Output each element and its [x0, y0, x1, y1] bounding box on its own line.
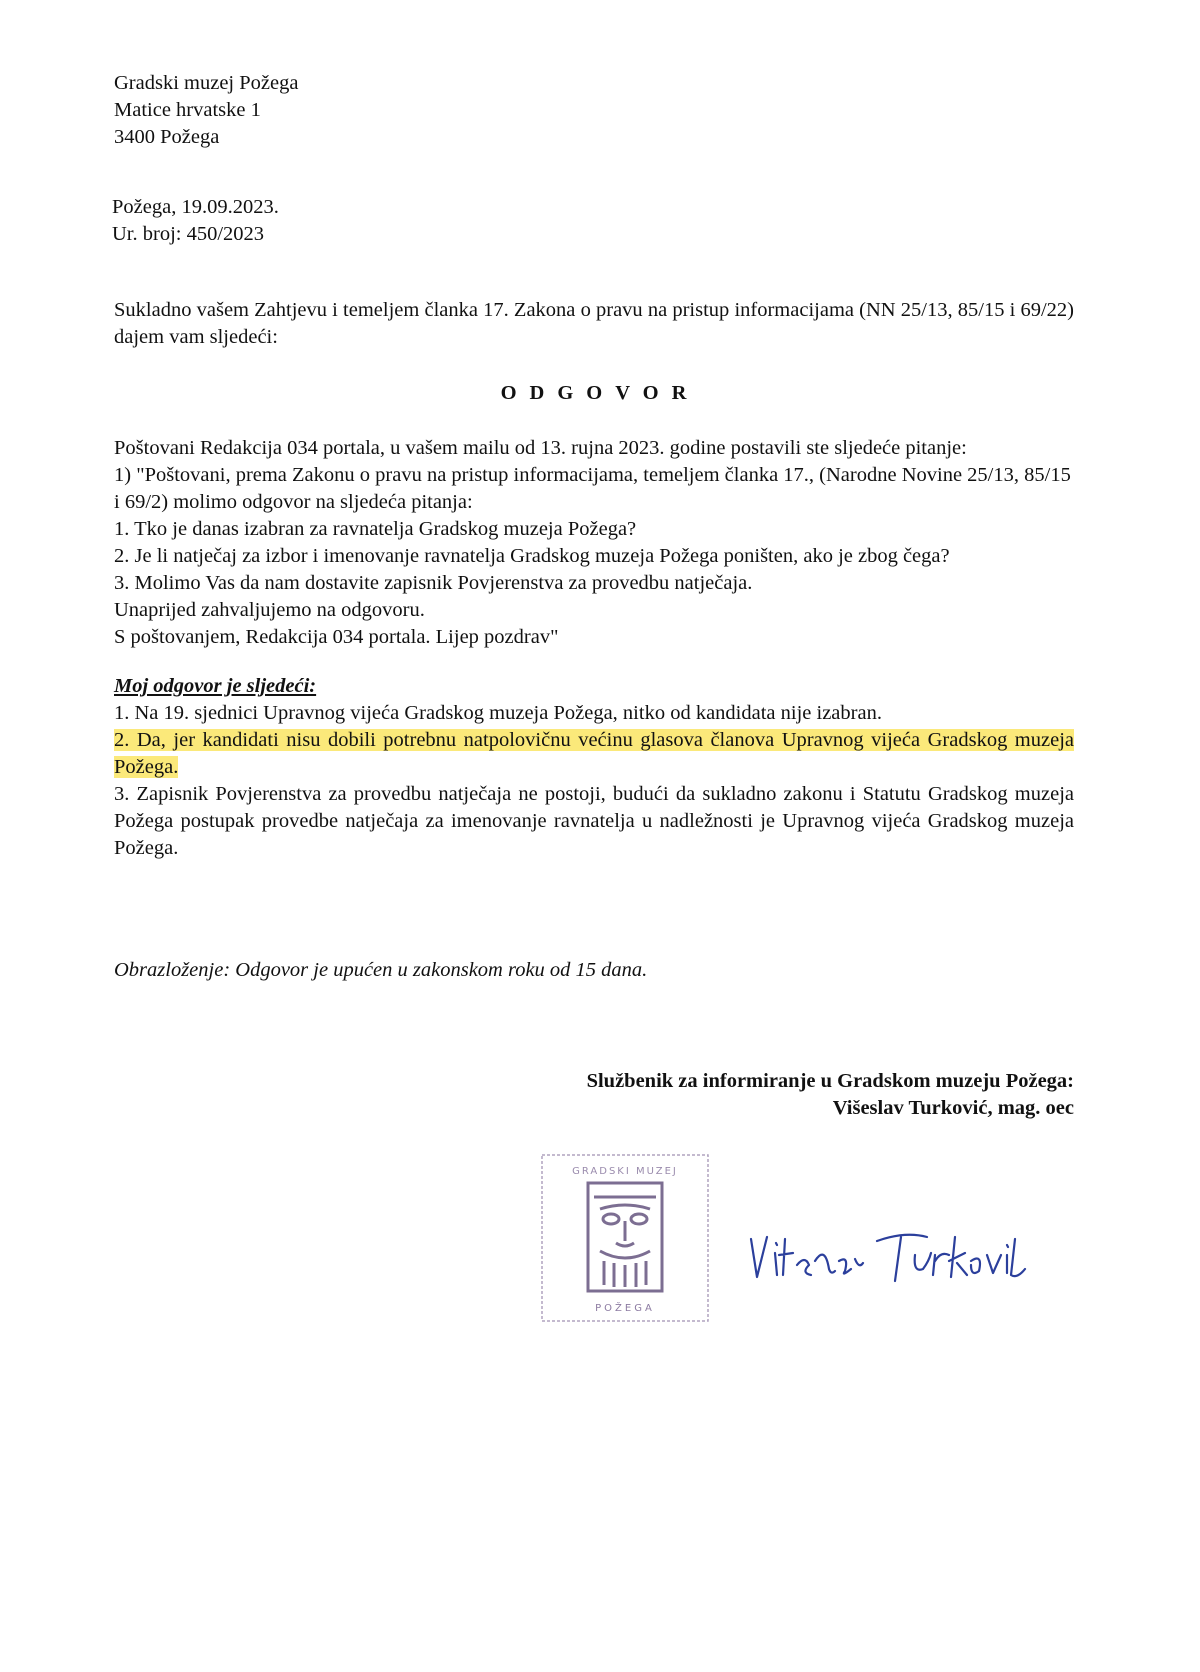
- stamp-bottom-text: POŽEGA: [595, 1303, 655, 1314]
- sender-name: Gradski muzej Požega: [114, 72, 299, 94]
- explanation-note: Obrazloženje: Odgovor je upućen u zakonskom roku od 15 dana.: [114, 959, 648, 981]
- document-title: ODGOVOR: [500, 382, 700, 404]
- signature-block: [587, 1068, 1074, 1122]
- document-date: Požega, 19.09.2023.: [112, 196, 279, 218]
- stamp-top-text: GRADSKI MUZEJ: [572, 1166, 678, 1177]
- document-body: [114, 435, 1074, 862]
- handwritten-signature: [745, 1225, 1045, 1295]
- request-question-2: 2. Je li natječaj za izbor i imenovanje ravnatelja Gradskog muzeja Požega poništen, ako je zbog čega?: [114, 545, 950, 567]
- request-question-3: 3. Molimo Vas da nam dostavite zapisnik Povjerenstva za provedbu natječaja.: [114, 572, 753, 594]
- request-quote-open: 1) "Poštovani, prema Zakonu o pravu na pristup informacijama, temeljem članka 17., (Narodne Novine 25/13, 85/15 i 69/2) molimo odgovor na sljedeća pitanja:: [114, 464, 1071, 513]
- request-thanks: Unaprijed zahvaljujemo na odgovoru.: [114, 599, 425, 621]
- answer-2: [114, 727, 1074, 781]
- reference-number: Ur. broj: 450/2023: [112, 223, 265, 245]
- signatory-role: Službenik za informiranje u Gradskom muzeju Požega:: [586, 1070, 1074, 1092]
- answer-3: 3. Zapisnik Povjerenstva za provedbu natječaja ne postoji, budući da sukladno zakonu i Statutu Gradskog muzeja Požega postupak provedbe natječaja za imenovanje ravnatelja u nadležnosti je Upravnog vijeća Gradskog muzeja Požega.: [114, 783, 1074, 859]
- sender-address: [114, 70, 298, 151]
- request-lead: Poštovani Redakcija 034 portala, u vašem mailu od 13. rujna 2023. godine postavili ste sljedeće pitanje:: [114, 437, 967, 459]
- sender-street: Matice hrvatske 1: [114, 99, 261, 121]
- request-question-1: 1. Tko je danas izabran za ravnatelja Gradskog muzeja Požega?: [114, 518, 637, 540]
- document-meta: [112, 194, 279, 248]
- request-closing: S poštovanjem, Redakcija 034 portala. Lijep pozdrav": [114, 626, 559, 648]
- museum-stamp: [540, 1153, 710, 1323]
- intro-paragraph: Sukladno vašem Zahtjevu i temeljem članka 17. Zakona o pravu na pristup informacijama (NN 25/13, 85/15 i 69/22) dajem vam sljedeći:: [114, 299, 1074, 348]
- answer-1: 1. Na 19. sjednici Upravnog vijeća Gradskog muzeja Požega, nitko od kandidata nije izabran.: [114, 702, 882, 724]
- mask-emblem-icon: [588, 1183, 662, 1291]
- sender-city: 3400 Požega: [114, 126, 220, 148]
- highlighted-answer-2: 2. Da, jer kandidati nisu dobili potrebnu natpolovičnu većinu glasova članova Upravnog vijeća Gradskog muzeja Požega.: [114, 729, 1074, 778]
- answer-heading: Moj odgovor je sljedeći:: [114, 675, 317, 697]
- signatory-name: Višeslav Turković, mag. oec: [832, 1097, 1074, 1119]
